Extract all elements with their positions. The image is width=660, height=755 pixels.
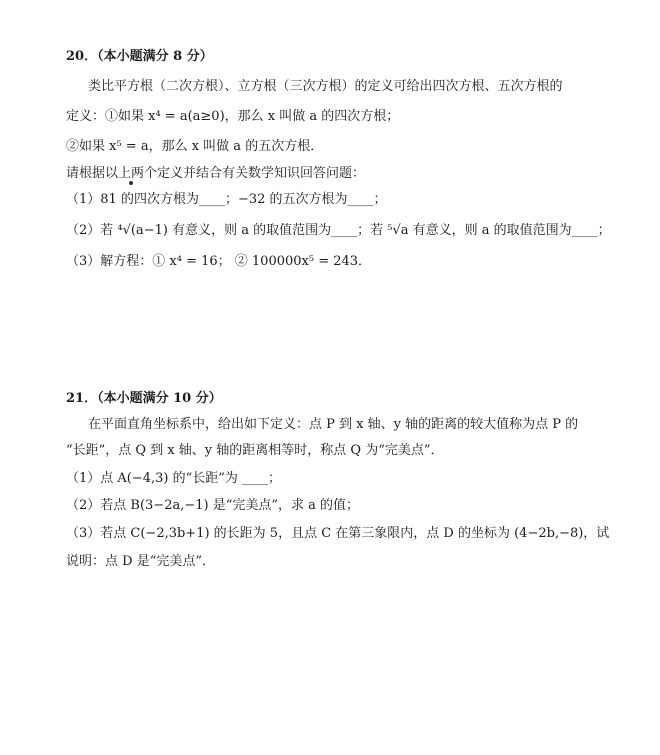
- q20-part-1: （1）81 的四次方根为____；−32 的五次方根为____；: [66, 192, 387, 207]
- q21-part-2: （2）若点 B(3−2a,−1) 是“完美点”，求 a 的值；: [66, 498, 360, 513]
- pen-mark: [129, 181, 133, 185]
- q20-intro-line-3: ②如果 x⁵ = a，那么 x 叫做 a 的五次方根．: [66, 139, 324, 154]
- q21-intro-line-1: 在平面直角坐标系中，给出如下定义：点 P 到 x 轴、y 轴的距离的较大值称为点 P 的: [88, 417, 579, 432]
- q20-intro-line-1: 类比平方根（二次方根）、立方根（三次方根）的定义可给出四次方根、五次方根的: [88, 79, 563, 94]
- q21-part-1: （1）点 A(−4,3) 的“长距”为 ____；: [66, 471, 282, 486]
- q20-intro-line-4: 请根据以上两个定义并结合有关数学知识回答问题：: [66, 166, 366, 181]
- q20-title: 20．（本小题满分 8 分）: [66, 49, 213, 64]
- q21-title: 21．（本小题满分 10 分）: [66, 391, 222, 406]
- q21-part-3-continued: 说明：点 D 是“完美点”．: [66, 554, 215, 569]
- q21-part-3: （3）若点 C(−2,3b+1) 的长距为 5，且点 C 在第三象限内，点 D 的坐标为 (4−2b,−8)，试: [66, 526, 610, 541]
- q21-intro-line-2: “长距”，点 Q 到 x 轴、y 轴的距离相等时，称点 Q 为“完美点”．: [66, 443, 444, 458]
- q20-part-3: （3）解方程：① x⁴ = 16； ② 100000x⁵ = 243．: [66, 254, 372, 269]
- q20-part-2: （2）若 ⁴√(a−1) 有意义，则 a 的取值范围为____；若 ⁵√a 有意义，则 a 的取值范围为____；: [66, 223, 611, 238]
- q20-intro-line-2: 定义：①如果 x⁴ = a(a≥0)，那么 x 叫做 a 的四次方根；: [66, 109, 400, 124]
